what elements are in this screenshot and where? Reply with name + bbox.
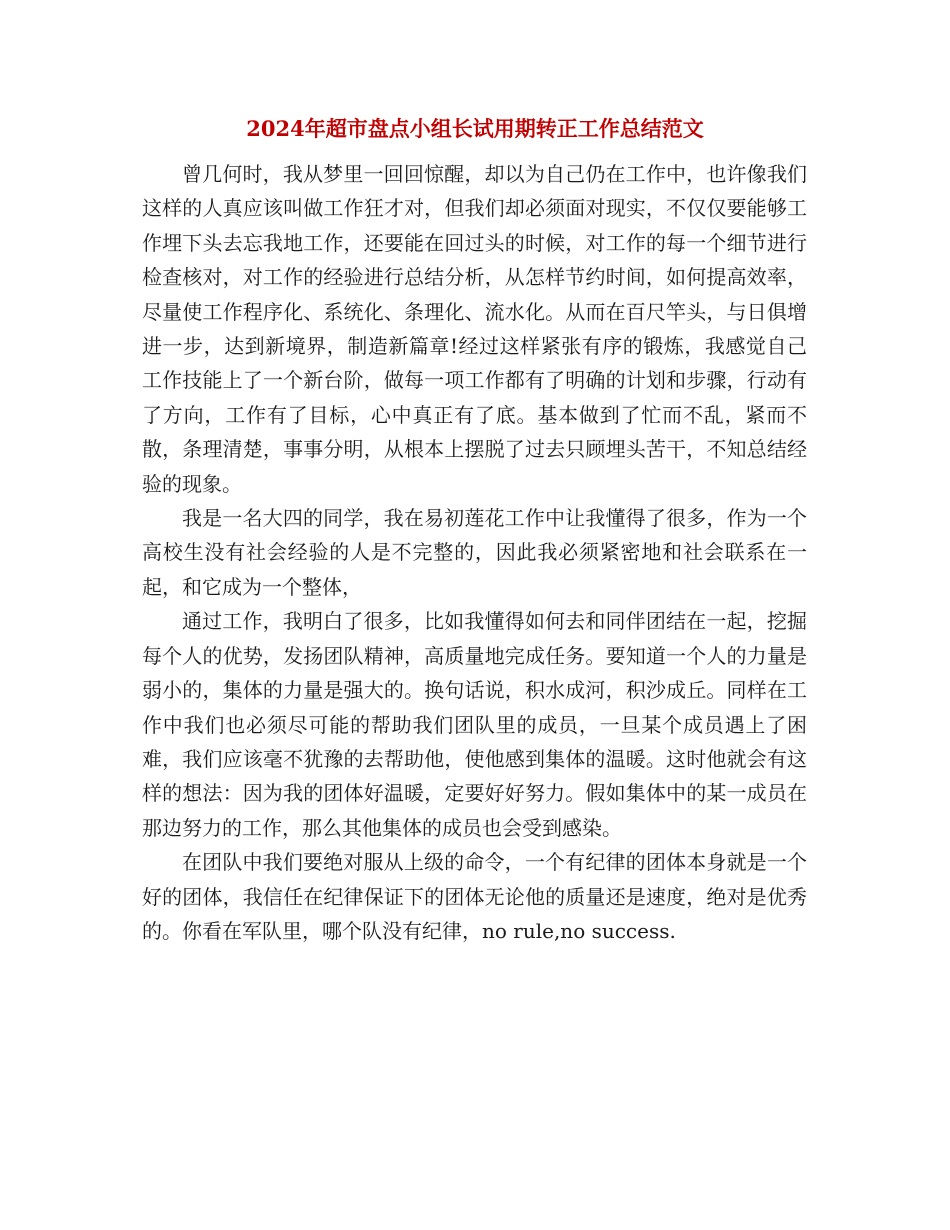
paragraph-2: 我是一名大四的同学，我在易初莲花工作中让我懂得了很多，作为一个高校生没有社会经验的人是不完整的，因此我必须紧密地和社会联系在一起，和它成为一个整体， [142,506,807,599]
document-body [142,157,807,948]
paragraph-4: 在团队中我们要绝对服从上级的命令，一个有纪律的团体本身就是一个好的团体，我信任在纪律保证下的团体无论他的质量还是速度，绝对是优秀的。你看在军队里，哪个队没有纪律，no rule,no success. [142,850,807,943]
document-title: 2024年超市盘点小组长试用期转正工作总结范文 [246,116,704,141]
paragraph-1: 曾几何时，我从梦里一回回惊醒，却以为自己仍在工作中，也许像我们这样的人真应该叫做工作狂才对，但我们却必须面对现实，不仅仅要能够工作埋下头去忘我地工作，还要能在回过头的时候，对工作的每一个细节进行检查核对，对工作的经验进行总结分析，从怎样节约时间，如何提高效率，尽量使工作程序化、系统化、条理化、流水化。从而在百尺竿头，与日俱增进一步，达到新境界，制造新篇章!经过这样紧张有序的锻炼，我感觉自己工作技能上了一个新台阶，做每一项工作都有了明确的计划和步骤，行动有了方向，工作有了目标，心中真正有了底。基本做到了忙而不乱，紧而不散，条理清楚，事事分明，从根本上摆脱了过去只顾埋头苦干，不知总结经验的现象。 [142,162,807,496]
paragraph-3: 通过工作，我明白了很多，比如我懂得如何去和同伴团结在一起，挖掘每个人的优势，发扬团队精神，高质量地完成任务。要知道一个人的力量是弱小的，集体的力量是强大的。换句话说，积水成河，积沙成丘。同样在工作中我们也必须尽可能的帮助我们团队里的成员，一旦某个成员遇上了困难，我们应该毫不犹豫的去帮助他，使他感到集体的温暖。这时他就会有这样的想法：因为我的团体好温暖，定要好好努力。假如集体中的某一成员在那边努力的工作，那么其他集体的成员也会受到感染。 [142,609,807,840]
